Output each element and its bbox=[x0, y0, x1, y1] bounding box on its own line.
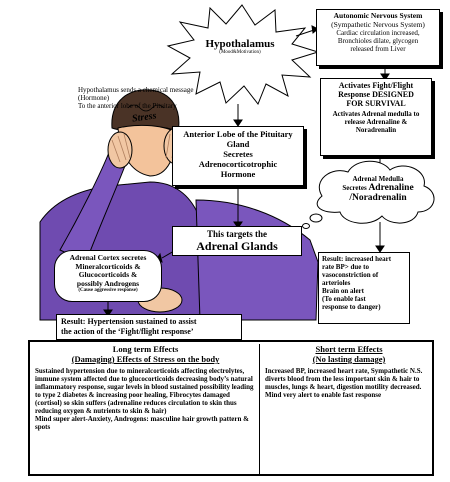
cortex-line2: Mineralcorticoids & bbox=[75, 261, 141, 271]
hypothalamus-label bbox=[194, 38, 286, 56]
st-text: Increased BP, increased heart rate, Sympathetic N.S. diverts blood from the less important skin & hair to muscles, lungs & heart, digestion motility decreased. Mind very alert to enable fast response bbox=[265, 367, 423, 399]
medulla-line1: Adrenal Medulla bbox=[352, 175, 404, 183]
rr-line1: Result: increased heart bbox=[322, 255, 392, 263]
result-right-box bbox=[318, 252, 410, 324]
rr-line3: vasoconstriction of bbox=[322, 271, 379, 279]
adrenal-line1: This targets the bbox=[207, 229, 267, 239]
ans-line1: Cardiac circulation increased, bbox=[336, 29, 420, 37]
pit-line3: Secretes bbox=[223, 149, 253, 159]
cloud-bubble-2 bbox=[303, 224, 310, 229]
rr-line6: (To enable fast bbox=[322, 295, 366, 303]
lt-head2: (Damaging) Effects of Stress on the body bbox=[71, 354, 220, 364]
st-head2: (No lasting damage) bbox=[312, 354, 386, 364]
rr-line7: response to danger) bbox=[322, 303, 381, 311]
st-head1: Short term Effects bbox=[315, 344, 383, 354]
ff-line6: Noradrenalin bbox=[355, 126, 397, 134]
ans-title: Autonomic Nervous System bbox=[333, 11, 423, 20]
lt-text: Sustained hypertension due to mineralcorticoids affecting electrolytes, immune system affected due to glucocorticoids decreasing body’s natural inflammatory response, sugar levels in blood sustained possibility leading to type 2 diabetes & increasing poor healing, Fibrocytes damaged (cortisol) so skin suffers (adrenaline reduces circulation to skin thus reducing oxygen & nutrients to skin & hair) bbox=[35, 367, 254, 415]
ans-line2: Bronchioles dilate, glycogen bbox=[337, 37, 419, 45]
medulla-cloud-text bbox=[330, 175, 426, 203]
hypothalamus-title: Hypothalamus bbox=[205, 38, 275, 50]
stress-label: Stress bbox=[131, 110, 158, 125]
lt-head1: Long term Effects bbox=[112, 344, 179, 354]
lt-text2: Mind super alert-Anxiety, Androgens: masculine hair growth pattern & spots bbox=[35, 415, 249, 431]
medulla-line2a: Secretes bbox=[342, 184, 369, 192]
ff-line1: Activates Fight/Flight bbox=[338, 81, 414, 90]
hypothalamus-subtitle: (Mood&Motivation) bbox=[219, 50, 261, 55]
chem-line1: Hypothalamus sends a chemical message bbox=[78, 86, 194, 94]
pituitary-box bbox=[172, 126, 304, 186]
adrenal-cortex-box bbox=[54, 250, 162, 302]
rr-line5: Brain on alert bbox=[322, 287, 364, 295]
cloud-bubble-1 bbox=[310, 214, 322, 222]
pit-line2: Gland bbox=[226, 139, 250, 149]
ff-line4: Activates Adrenal medulla to bbox=[332, 110, 420, 118]
rr-line2: rate BP> due to bbox=[322, 263, 369, 271]
ff-line2: Response DESIGNED bbox=[338, 90, 414, 99]
pit-line1: Anterior Lobe of the Pituitary bbox=[183, 129, 293, 139]
result-left-box bbox=[56, 314, 242, 340]
adrenal-line2: Adrenal Glands bbox=[196, 239, 278, 253]
chem-line2: (Hormone) bbox=[78, 94, 110, 102]
ans-line3: released from Liver bbox=[350, 45, 406, 53]
cortex-line3: Glucocorticoids & bbox=[78, 270, 138, 279]
effects-table bbox=[28, 340, 434, 476]
ff-line3: FOR SURVIVAL bbox=[346, 99, 406, 108]
short-term-column bbox=[262, 344, 436, 474]
chem-line3: To the anterior lobe of the Pituitary bbox=[78, 102, 177, 110]
cortex-line5: (Cause aggressive response) bbox=[78, 288, 138, 293]
medulla-line3: /Noradrenalin bbox=[349, 193, 407, 203]
fight-flight-box bbox=[320, 78, 432, 156]
medulla-line2b: Adrenaline bbox=[368, 183, 414, 193]
medulla-line2 bbox=[330, 183, 426, 193]
ans-box bbox=[316, 9, 440, 66]
chem-message-text bbox=[78, 86, 238, 110]
pit-line4: Adrenocorticotrophic bbox=[198, 159, 278, 169]
cortex-line1: Adrenal Cortex secretes bbox=[69, 253, 147, 262]
rl-line1: Result: Hypertension sustained to assist bbox=[61, 317, 197, 326]
pit-line5: Hormone bbox=[220, 169, 256, 179]
cortex-line4: possibly Androgens bbox=[76, 278, 140, 288]
rr-line4: arterioles bbox=[322, 279, 351, 287]
adrenal-glands-box bbox=[172, 226, 302, 256]
long-term-column bbox=[32, 344, 260, 474]
rl-line2: the action of the ‘Fight/flight response’ bbox=[61, 327, 194, 336]
ff-line5: release Adrenaline & bbox=[344, 118, 408, 126]
ans-subtitle: (Sympathetic Nervous System) bbox=[331, 19, 425, 29]
